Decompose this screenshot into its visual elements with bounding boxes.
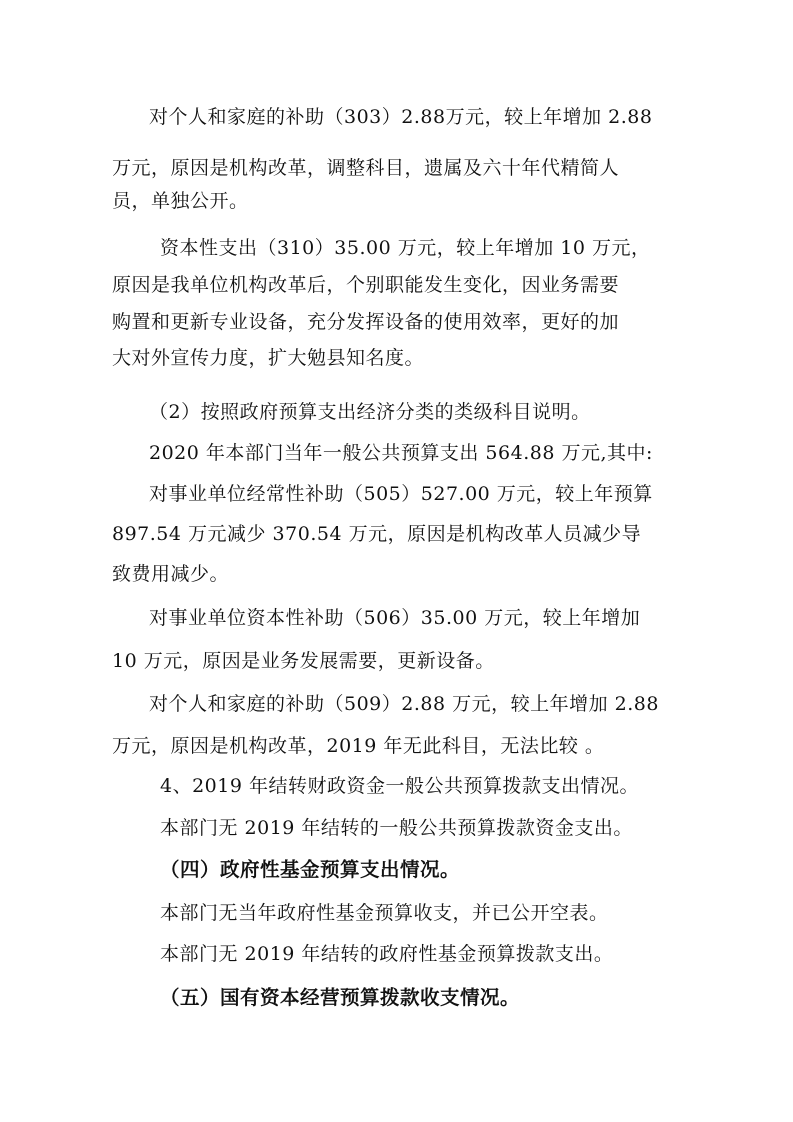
paragraph-line: 大对外宣传力度，扩大勉县知名度。 [112,347,425,369]
paragraph-line: 员，单独公开。 [112,190,249,212]
paragraph-line: 对个人和家庭的补助（509）2.88 万元，较上年增加 2.88 [149,693,659,715]
paragraph-line: 原因是我单位机构改革后，个别职能发生变化，因业务需要 [112,274,620,296]
paragraph-line: 购置和更新专业设备，充分发挥设备的使用效率，更好的加 [112,311,620,333]
section-heading: （四）政府性基金预算支出情况。 [160,858,461,881]
paragraph-line: 致费用减少。 [112,563,230,585]
paragraph-line: 对事业单位资本性补助（506）35.00 万元，较上年增加 [149,607,641,629]
paragraph-line: 资本性支出（310）35.00 万元，较上年增加 10 万元， [160,237,651,259]
paragraph-line: 897.54 万元减少 370.54 万元，原因是机构改革人员减少导 [112,523,642,545]
paragraph-line: 万元，原因是机构改革，2019 年无此科目，无法比较 。 [112,735,605,757]
paragraph-line: 本部门无当年政府性基金预算收支，并已公开空表。 [160,902,609,924]
paragraph-line: 对事业单位经常性补助（505）527.00 万元，较上年预算 [149,483,653,505]
paragraph-line: 万元，原因是机构改革，调整科目，遗属及六十年代精简人 [112,157,620,179]
paragraph-line: 对个人和家庭的补助（303）2.88万元，较上年增加 2.88 [149,106,653,128]
paragraph-line: 10 万元，原因是业务发展需要，更新设备。 [112,650,495,672]
section-subheading: （2）按照政府预算支出经济分类的类级科目说明。 [149,401,591,423]
paragraph-line: 本部门无 2019 年结转的政府性基金预算拨款支出。 [160,943,614,965]
paragraph-line: 2020 年本部门当年一般公共预算支出 564.88 万元,其中: [149,442,653,464]
section-heading: （五）国有资本经营预算拨款收支情况。 [160,986,521,1009]
section-subheading: 4、2019 年结转财政资金一般公共预算拨款支出情况。 [160,775,639,797]
paragraph-line: 本部门无 2019 年结转的一般公共预算拨款资金支出。 [160,817,633,839]
